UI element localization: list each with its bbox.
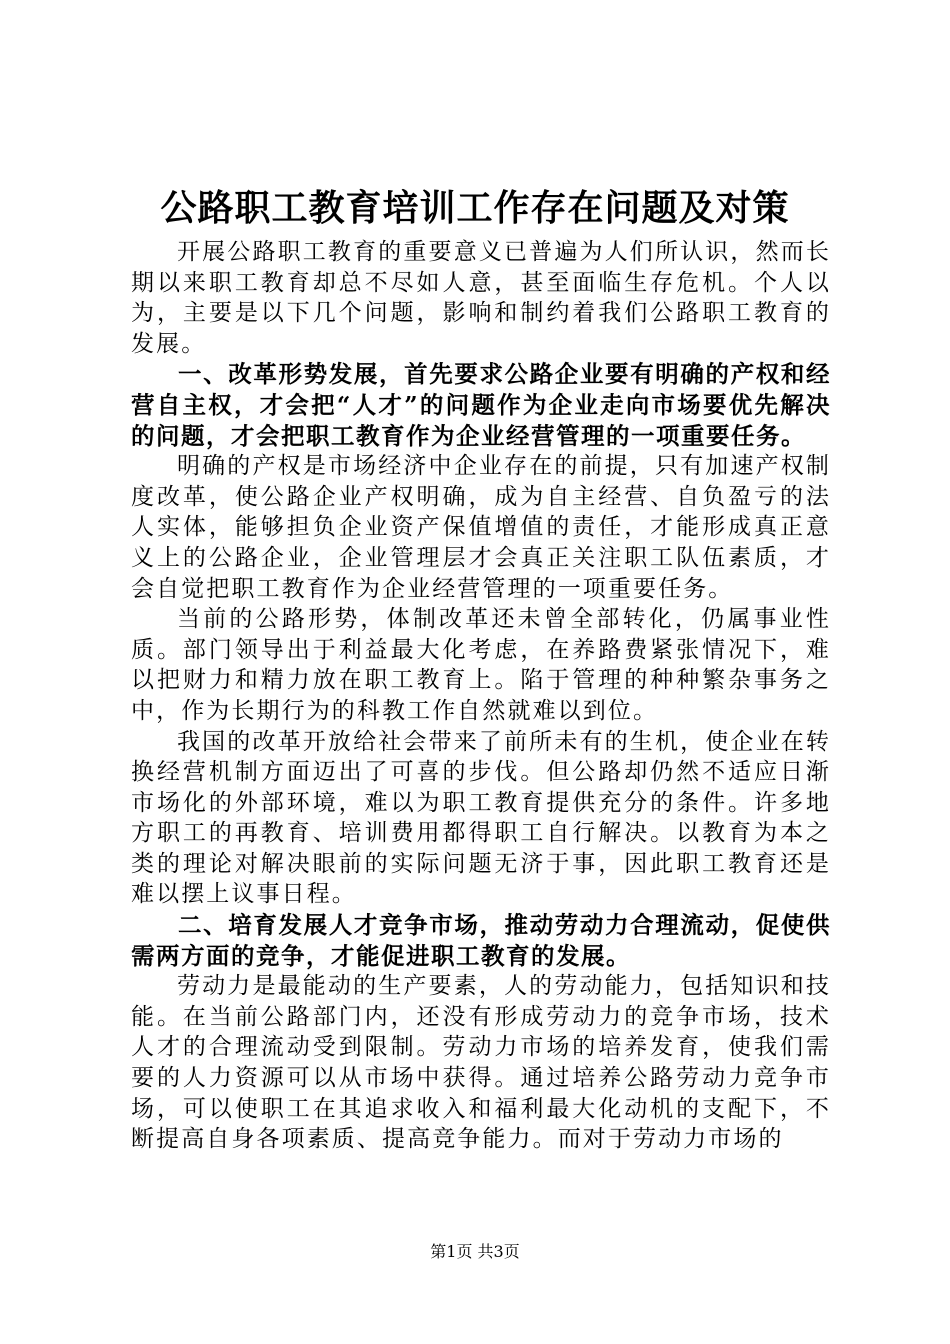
paragraph-intro: 开展公路职工教育的重要意义已普遍为人们所认识，然而长期以来职工教育却总不尽如人意，甚至面临生存危机。个人以为，主要是以下几个问题，影响和制约着我们公路职工教育的发展。 <box>131 239 831 357</box>
paragraph: 明确的产权是市场经济中企业存在的前提，只有加速产权制度改革，使公路企业产权明确，成为自主经营、自负盈亏的法人实体，能够担负企业资产保值增值的责任，才能形成真正意义上的公路企业，企业管理层才会真正关注职工队伍素质，才会自觉把职工教育作为企业经营管理的一项重要任务。 <box>131 453 831 602</box>
page-footer: 第1页 共3页 <box>430 1242 520 1261</box>
section-heading-2: 二、培育发展人才竞争市场，推动劳动力合理流动，促使供需两方面的竞争，才能促进职工教育的发展。 <box>131 911 831 970</box>
document-body <box>131 237 831 1155</box>
paragraph: 我国的改革开放给社会带来了前所未有的生机，使企业在转换经营机制方面迈出了可喜的步伐。但公路却仍然不适应日渐市场化的外部环境，难以为职工教育提供充分的条件。许多地方职工的再教育、培训费用都得职工自行解决。以教育为本之类的理论对解决眼前的实际问题无济于事，因此职工教育还是难以摆上议事日程。 <box>131 728 831 908</box>
paragraph: 劳动力是最能动的生产要素，人的劳动能力，包括知识和技能。在当前公路部门内，还没有形成劳动力的竞争市场，技术人才的合理流动受到限制。劳动力市场的培养发育，使我们需要的人力资源可以从市场中获得。通过培养公路劳动力竞争市场，可以使职工在其追求收入和福利最大化动机的支配下，不断提高自身各项素质、提高竞争能力。而对于劳动力市场的 <box>131 973 831 1153</box>
document-title: 公路职工教育培训工作存在问题及对策 <box>160 187 790 229</box>
section-heading-1: 一、改革形势发展，首先要求公路企业要有明确的产权和经营自主权，才会把“人才”的问题作为企业走向市场要优先解决的问题，才会把职工教育作为企业经营管理的一项重要任务。 <box>131 360 831 450</box>
paragraph: 当前的公路形势，体制改革还未曾全部转化，仍属事业性质。部门领导出于利益最大化考虑，在养路费紧张情况下，难以把财力和精力放在职工教育上。陷于管理的种种繁杂事务之中，作为长期行为的科教工作自然就难以到位。 <box>131 606 831 724</box>
